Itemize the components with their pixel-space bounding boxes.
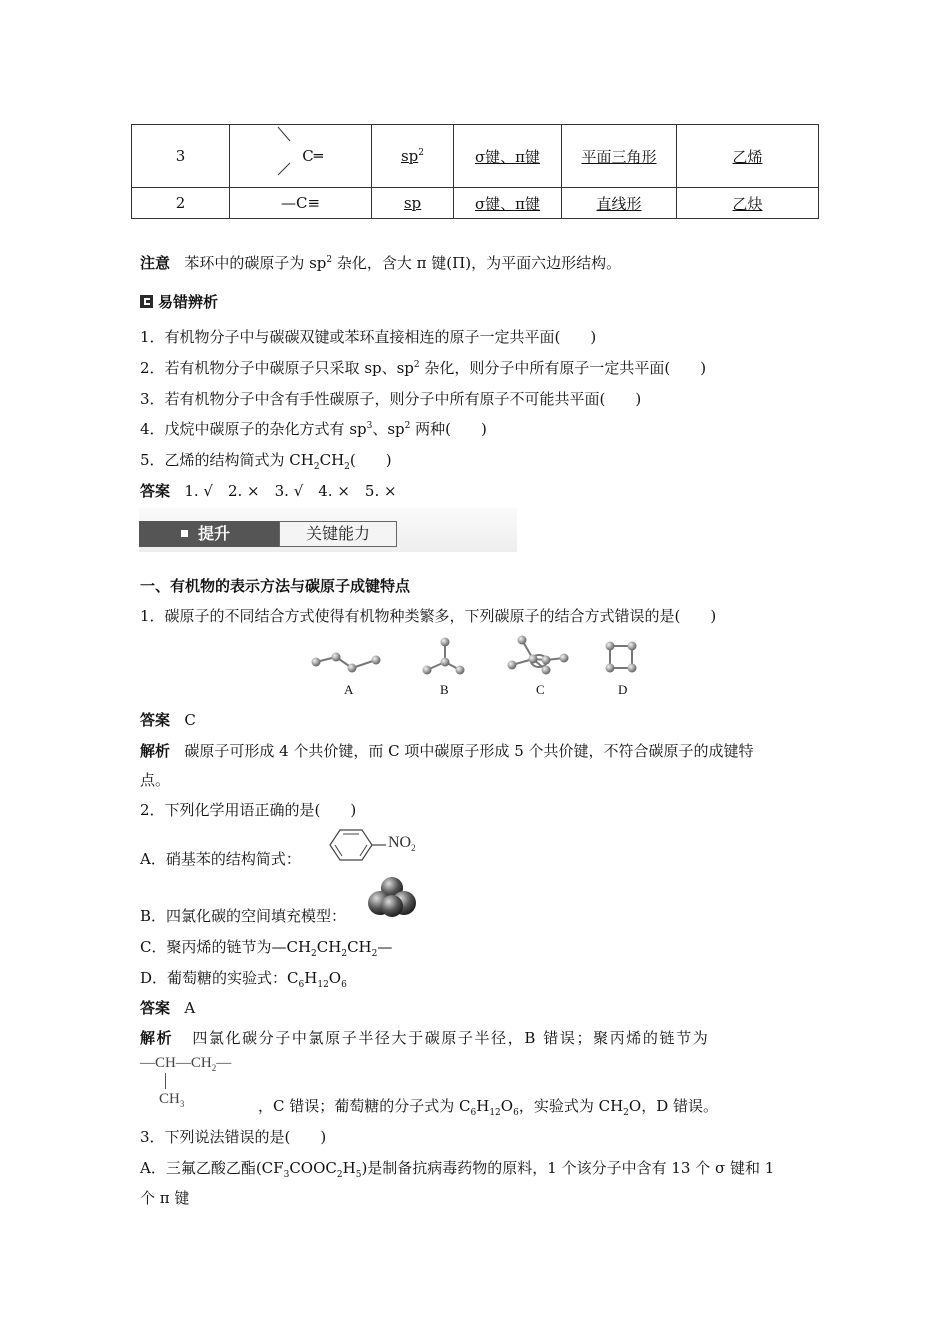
table-cell: sp	[372, 188, 454, 219]
question-stem: 3．下列说法错误的是( )	[140, 1128, 327, 1146]
analysis-line: 解析 四氯化碳分子中氯原子半径大于碳原子半径，B 错误；聚丙烯的链节为	[140, 1029, 710, 1047]
table-cell: 乙烯	[677, 125, 819, 188]
list-item: 2．若有机物分子中碳原子只采取 sp、$sp^2$ 杂化，则分子中所有原子一定共平面( )	[140, 359, 707, 377]
table-cell	[230, 125, 372, 188]
list-item: 5．乙烯的结构简式为 $CH_2CH_2$( )	[140, 451, 392, 472]
analysis-line: 解析 碳原子可形成 4 个共价键，而 C 项中碳原子形成 5 个共价键，不符合碳原子的成键特	[140, 742, 754, 760]
hybridization-table	[131, 124, 819, 219]
option-c: C．聚丙烯的链节为$—CH_2CH_2CH_2—$	[140, 938, 393, 959]
table-cell: 3	[132, 125, 230, 188]
polypropylene-chain-bottom: $CH_3$	[159, 1091, 185, 1109]
option-a: A．三氟乙酸乙酯$(CF_3COOC_2H_5)$是制备抗病毒药物的原料，1 个该分子中含有 13 个 σ 键和 1	[140, 1159, 775, 1180]
table-cell: $sp^2$	[372, 125, 454, 188]
list-item: 3．若有机物分子中含有手性碳原子，则分子中所有原子不可能共平面( )	[140, 390, 642, 408]
chain-branch-line	[165, 1073, 166, 1089]
section-title: 一、有机物的表示方法与碳原子成键特点	[140, 577, 411, 595]
model-d	[606, 642, 637, 673]
list-item: 1．有机物分子中与碳碳双键或苯环直接相连的原子一定共平面( )	[140, 328, 597, 346]
benzene-ring-icon	[316, 826, 386, 866]
answer-line: 答案 C	[140, 711, 196, 729]
option-d: D．葡萄糖的实验式：$C_6H_{12}O_6$	[140, 969, 347, 990]
table-row	[132, 125, 819, 188]
table-cell: 直线形	[562, 188, 677, 219]
note-label: 注意	[140, 254, 171, 272]
table-cell: 2	[132, 188, 230, 219]
table-cell: —C≡	[230, 188, 372, 219]
banner-right: 关键能力	[279, 521, 397, 547]
answer-line: 答案 1. √ 2. × 3. √ 4. × 5. ×	[140, 482, 397, 500]
option-label: C	[536, 682, 545, 697]
option-label: B	[440, 682, 449, 697]
analysis-line: ，C 错误；葡萄糖的分子式为 $C_6H_{12}O_6$，实验式为 $CH_2O$，D 错误。	[258, 1097, 718, 1118]
analysis-line: 点。	[140, 771, 171, 789]
question-stem: 1．碳原子的不同结合方式使得有机物种类繁多，下列碳原子的结合方式错误的是( )	[140, 607, 717, 625]
table-cell: σ键、π键	[454, 188, 562, 219]
double-bond-structure-icon	[230, 125, 371, 187]
table-cell: σ键、π键	[454, 125, 562, 188]
model-a	[312, 653, 381, 673]
option-label: A	[344, 682, 354, 697]
model-b	[423, 638, 465, 675]
table-cell: 平面三角形	[562, 125, 677, 188]
table-cell: 乙炔	[677, 188, 819, 219]
option-b: B．四氯化碳的空间填充模型：	[140, 907, 347, 925]
question-stem: 2．下列化学用语正确的是( )	[140, 801, 357, 819]
note-paragraph: 注意 苯环中的碳原子为 $sp^2$ 杂化，含大 π 键(Π)，为平面六边形结构。	[140, 254, 622, 272]
option-a-cont: 个 π 键	[140, 1189, 190, 1207]
section-banner	[139, 508, 517, 552]
formula-text: C═	[302, 147, 323, 165]
answer-line: 答案 A	[140, 999, 196, 1017]
model-c	[508, 636, 569, 675]
option-label: D	[618, 682, 628, 697]
nitro-group: $NO_2$	[388, 834, 416, 854]
banner-left: 提升	[139, 521, 279, 547]
ccl4-space-filling-model-icon	[366, 876, 418, 920]
section-icon	[140, 295, 153, 308]
list-item: 4．戊烷中碳原子的杂化方式有 $sp^3$、$sp^2$ 两种( )	[140, 420, 487, 438]
option-a: A．硝基苯的结构简式：	[140, 850, 301, 868]
table-row	[132, 188, 819, 219]
section-heading: 易错辨析	[140, 291, 218, 312]
carbon-models-figure	[300, 632, 660, 704]
polypropylene-chain-top: $—CH—CH_2—$	[140, 1055, 232, 1073]
